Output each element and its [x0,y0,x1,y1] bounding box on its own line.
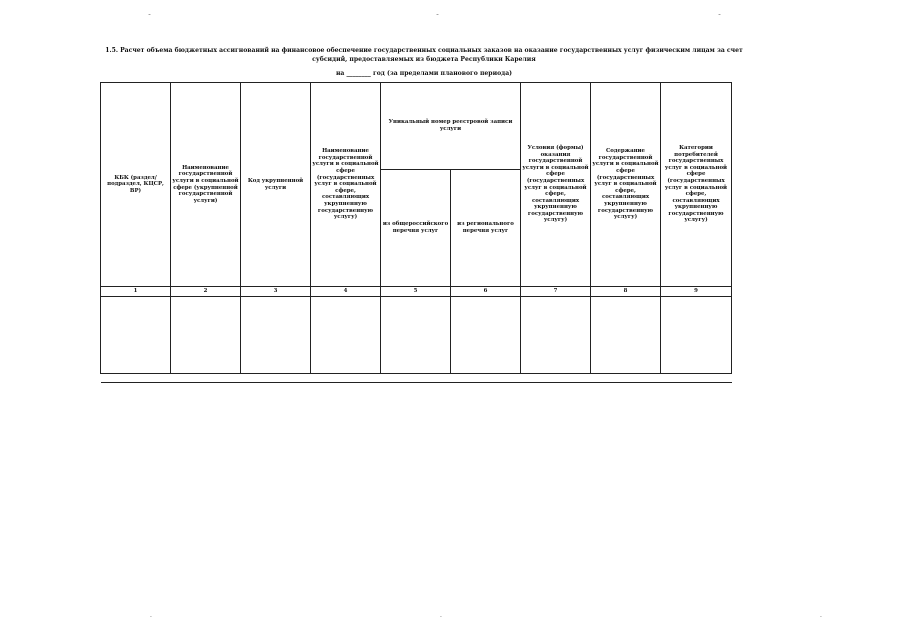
table-cell [521,296,591,373]
table-cell [101,296,171,373]
scan-mark: ˘ [148,14,151,21]
header-service-code: Код укрупненной услуги [241,83,311,287]
column-number: 5 [381,287,451,297]
header-content: Содержание государственной услуги в социальной сфере (государственных услуг в социальной сфере, составляющих укрупненную государственную услугу) [591,83,661,287]
header-all-russian-list: из общероссийского перечня услуг [381,170,451,287]
column-number: 8 [591,287,661,297]
column-number: 6 [451,287,521,297]
column-number: 4 [311,287,381,297]
column-number: 9 [661,287,732,297]
header-service-name: Наименование государственной услуги в социальной сфере (укрупненной государственной услуги) [171,83,241,287]
table-row [101,296,732,373]
header-regional-list: из регионального перечня услуг [451,170,521,287]
header-conditions: Условия (формы) оказания государственной услуги в социальной сфере (государственных услуг в социальной сфере, составляющих укрупненную государственную услугу) [521,83,591,287]
scan-mark: ˘ [436,14,439,21]
table-cell [101,373,732,382]
table-cell [171,296,241,373]
scan-mark: . [440,612,442,619]
column-number: 2 [171,287,241,297]
table-cell [311,296,381,373]
column-number: 1 [101,287,171,297]
document-subtitle: на ________ год (за пределами планового периода) [335,70,513,77]
scan-mark: . [820,612,822,619]
column-number: 3 [241,287,311,297]
table-row [101,373,732,382]
table-cell [241,296,311,373]
table-cell [591,296,661,373]
scan-mark: ˘ [718,14,721,21]
column-number: 7 [521,287,591,297]
column-numbers-row [101,287,732,297]
header-consumer-categories: Категории потребителей государственных услуг в социальной сфере (государственных услуг в социальной сфере, составляющих укрупненную государственную услугу) [661,83,732,287]
header-registry-number: Уникальный номер реестровой записи услуги [381,83,521,170]
services-table [100,82,732,383]
scan-mark: . [150,612,152,619]
header-kbk: КБК (раздел/подраздел, КЦСР, ВР) [101,83,171,287]
table-cell [661,296,732,373]
document-title: 1.5. Расчет объема бюджетных ассигнований на финансовое обеспечение государственных социальных заказов на оказание государственных услуг физическим лицам за счет субсидий, предоставляемых из бюджета Республики Карелия [105,47,743,63]
table-cell [451,296,521,373]
table-cell [381,296,451,373]
header-component-services: Наименование государственной услуги в социальной сфере (государственных услуг в социальной сфере, составляющих укрупненную государственную услугу) [311,83,381,287]
